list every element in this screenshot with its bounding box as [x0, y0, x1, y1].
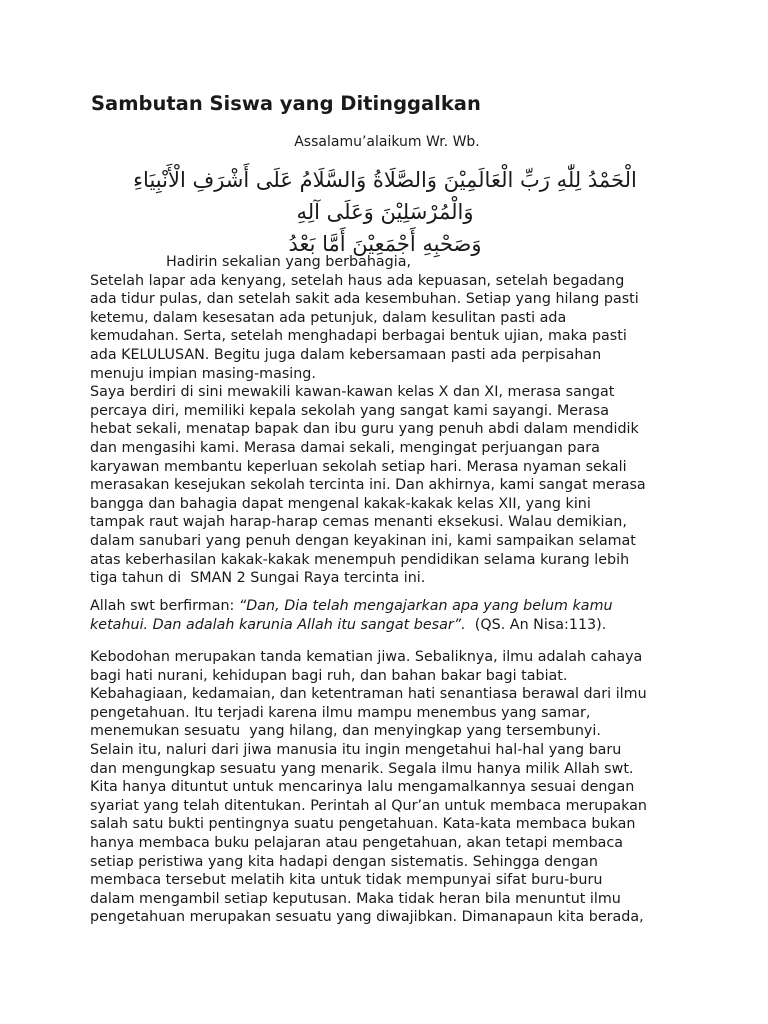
- text-line: Kita hanya dituntut untuk mencarinya lalu mengamalkannya sesuai dengan: [90, 779, 635, 796]
- text-line: dalam mengambil setiap keputusan. Maka tidak heran bila menuntut ilmu: [90, 890, 621, 907]
- quote-lead: Allah swt berfirman:: [90, 598, 239, 614]
- text-line: ketemu, dalam kesesatan ada petunjuk, dalam kesulitan pasti ada: [90, 309, 567, 326]
- text-line: percaya diri, memiliki kepala sekolah yang sangat kami sayangi. Merasa: [90, 402, 609, 419]
- text-line: dalam sanubari yang penuh dengan keyakinan ini, kami sampaikan selamat: [90, 532, 636, 549]
- text-line: tiga tahun di SMAN 2 Sungai Raya tercinta ini.: [90, 570, 426, 587]
- text-line: merasakan kesejukan sekolah tercinta ini. Dan akhirnya, kami sangat merasa: [90, 477, 646, 494]
- text-line: hebat sekali, menatap bapak dan ibu guru yang penuh abdi dalam mendidik: [90, 421, 639, 438]
- page-title: Sambutan Siswa yang Ditinggalkan: [91, 92, 481, 115]
- text-line: pengetahuan merupakan sesuatu yang diwajibkan. Dimanapaun kita berada,: [90, 909, 644, 926]
- text-line: bagi hati nurani, kehidupan bagi ruh, dan bahan bakar bagi tabiat.: [90, 667, 568, 684]
- text-line: Selain itu, naluri dari jiwa manusia itu ingin mengetahui hal-hal yang baru: [90, 741, 622, 758]
- text-line: salah satu bukti pentingnya suatu pengetahuan. Kata-kata membaca bukan: [90, 816, 636, 833]
- arabic-line: الْحَمْدُ لِلّٰهِ رَبِّ الْعَالَمِيْنَ وَالصَّلَاةُ وَالسَّلَامُ عَلَى أَشْرَفِ الْأَنْبِيَاءِ وَالْمُرْسَلِيْنَ وَعَلَى آلِهِ: [133, 168, 637, 224]
- text-line: dan mengungkap sesuatu yang menarik. Segala ilmu hanya milik Allah swt.: [90, 760, 634, 777]
- text-line: menuju impian masing-masing.: [90, 365, 316, 382]
- text-line: dan mengasihi kami. Merasa damai sekali, mengingat perjuangan para: [90, 439, 600, 456]
- text-line: kemudahan. Serta, setelah menghadapi berbagai bentuk ujian, maka pasti: [90, 328, 627, 345]
- text-line: pengetahuan. Itu terjadi karena ilmu mampu menembus yang samar,: [90, 704, 591, 721]
- text-line: Kebodohan merupakan tanda kematian jiwa. Sebaliknya, ilmu adalah cahaya: [90, 649, 643, 665]
- paragraph-quote: [90, 597, 690, 634]
- greeting: Assalamu’alaikum Wr. Wb.: [294, 134, 480, 150]
- quote-text: ketahui. Dan adalah karunia Allah itu sangat besar”.: [90, 616, 466, 633]
- text-line: hanya membaca buku pelajaran atau pengetahuan, akan tetapi membaca: [90, 834, 624, 851]
- text-line: bangga dan bahagia dapat mengenal kakak-kakak kelas XII, yang kini: [90, 495, 591, 512]
- paragraph-knowledge: [90, 648, 690, 927]
- quote-text: “Dan, Dia telah mengajarkan apa yang belum kamu: [238, 598, 613, 614]
- paragraph-opening: [90, 253, 690, 588]
- text-line: Kebahagiaan, kedamaian, dan ketentraman hati senantiasa berawal dari ilmu: [90, 686, 647, 703]
- text-line: tampak raut wajah harap-harap cemas menanti eksekusi. Walau demikian,: [90, 514, 627, 531]
- arabic-opening: [90, 164, 680, 260]
- arabic-line: وَصَحْبِهِ أَجْمَعِيْنَ أَمَّا بَعْدُ: [288, 232, 482, 256]
- text-line: menemukan sesuatu yang hilang, dan menyingkap yang tersembunyi.: [90, 723, 601, 740]
- text-line: Saya berdiri di sini mewakili kawan-kawan kelas X dan XI, merasa sangat: [90, 384, 615, 401]
- text-line: ada KELULUSAN. Begitu juga dalam kebersamaan pasti ada perpisahan: [90, 346, 602, 363]
- quote-reference: (QS. An Nisa:113).: [465, 616, 607, 633]
- text-line: Hadirin sekalian yang berbahagia,: [166, 254, 412, 270]
- text-line: syariat yang telah ditentukan. Perintah al Qur’an untuk membaca merupakan: [90, 797, 647, 814]
- text-line: setiap peristiwa yang kita hadapi dengan sistematis. Sehingga dengan: [90, 853, 598, 870]
- text-line: membaca tersebut melatih kita untuk tidak mempunyai sifat buru-buru: [90, 872, 603, 889]
- text-line: karyawan membantu keperluan sekolah setiap hari. Merasa nyaman sekali: [90, 458, 627, 475]
- text-line: atas keberhasilan kakak-kakak menempuh pendidikan selama kurang lebih: [90, 551, 630, 568]
- text-line: ada tidur pulas, dan setelah sakit ada kesembuhan. Setiap yang hilang pasti: [90, 291, 639, 308]
- text-line: Setelah lapar ada kenyang, setelah haus ada kepuasan, setelah begadang: [90, 272, 625, 289]
